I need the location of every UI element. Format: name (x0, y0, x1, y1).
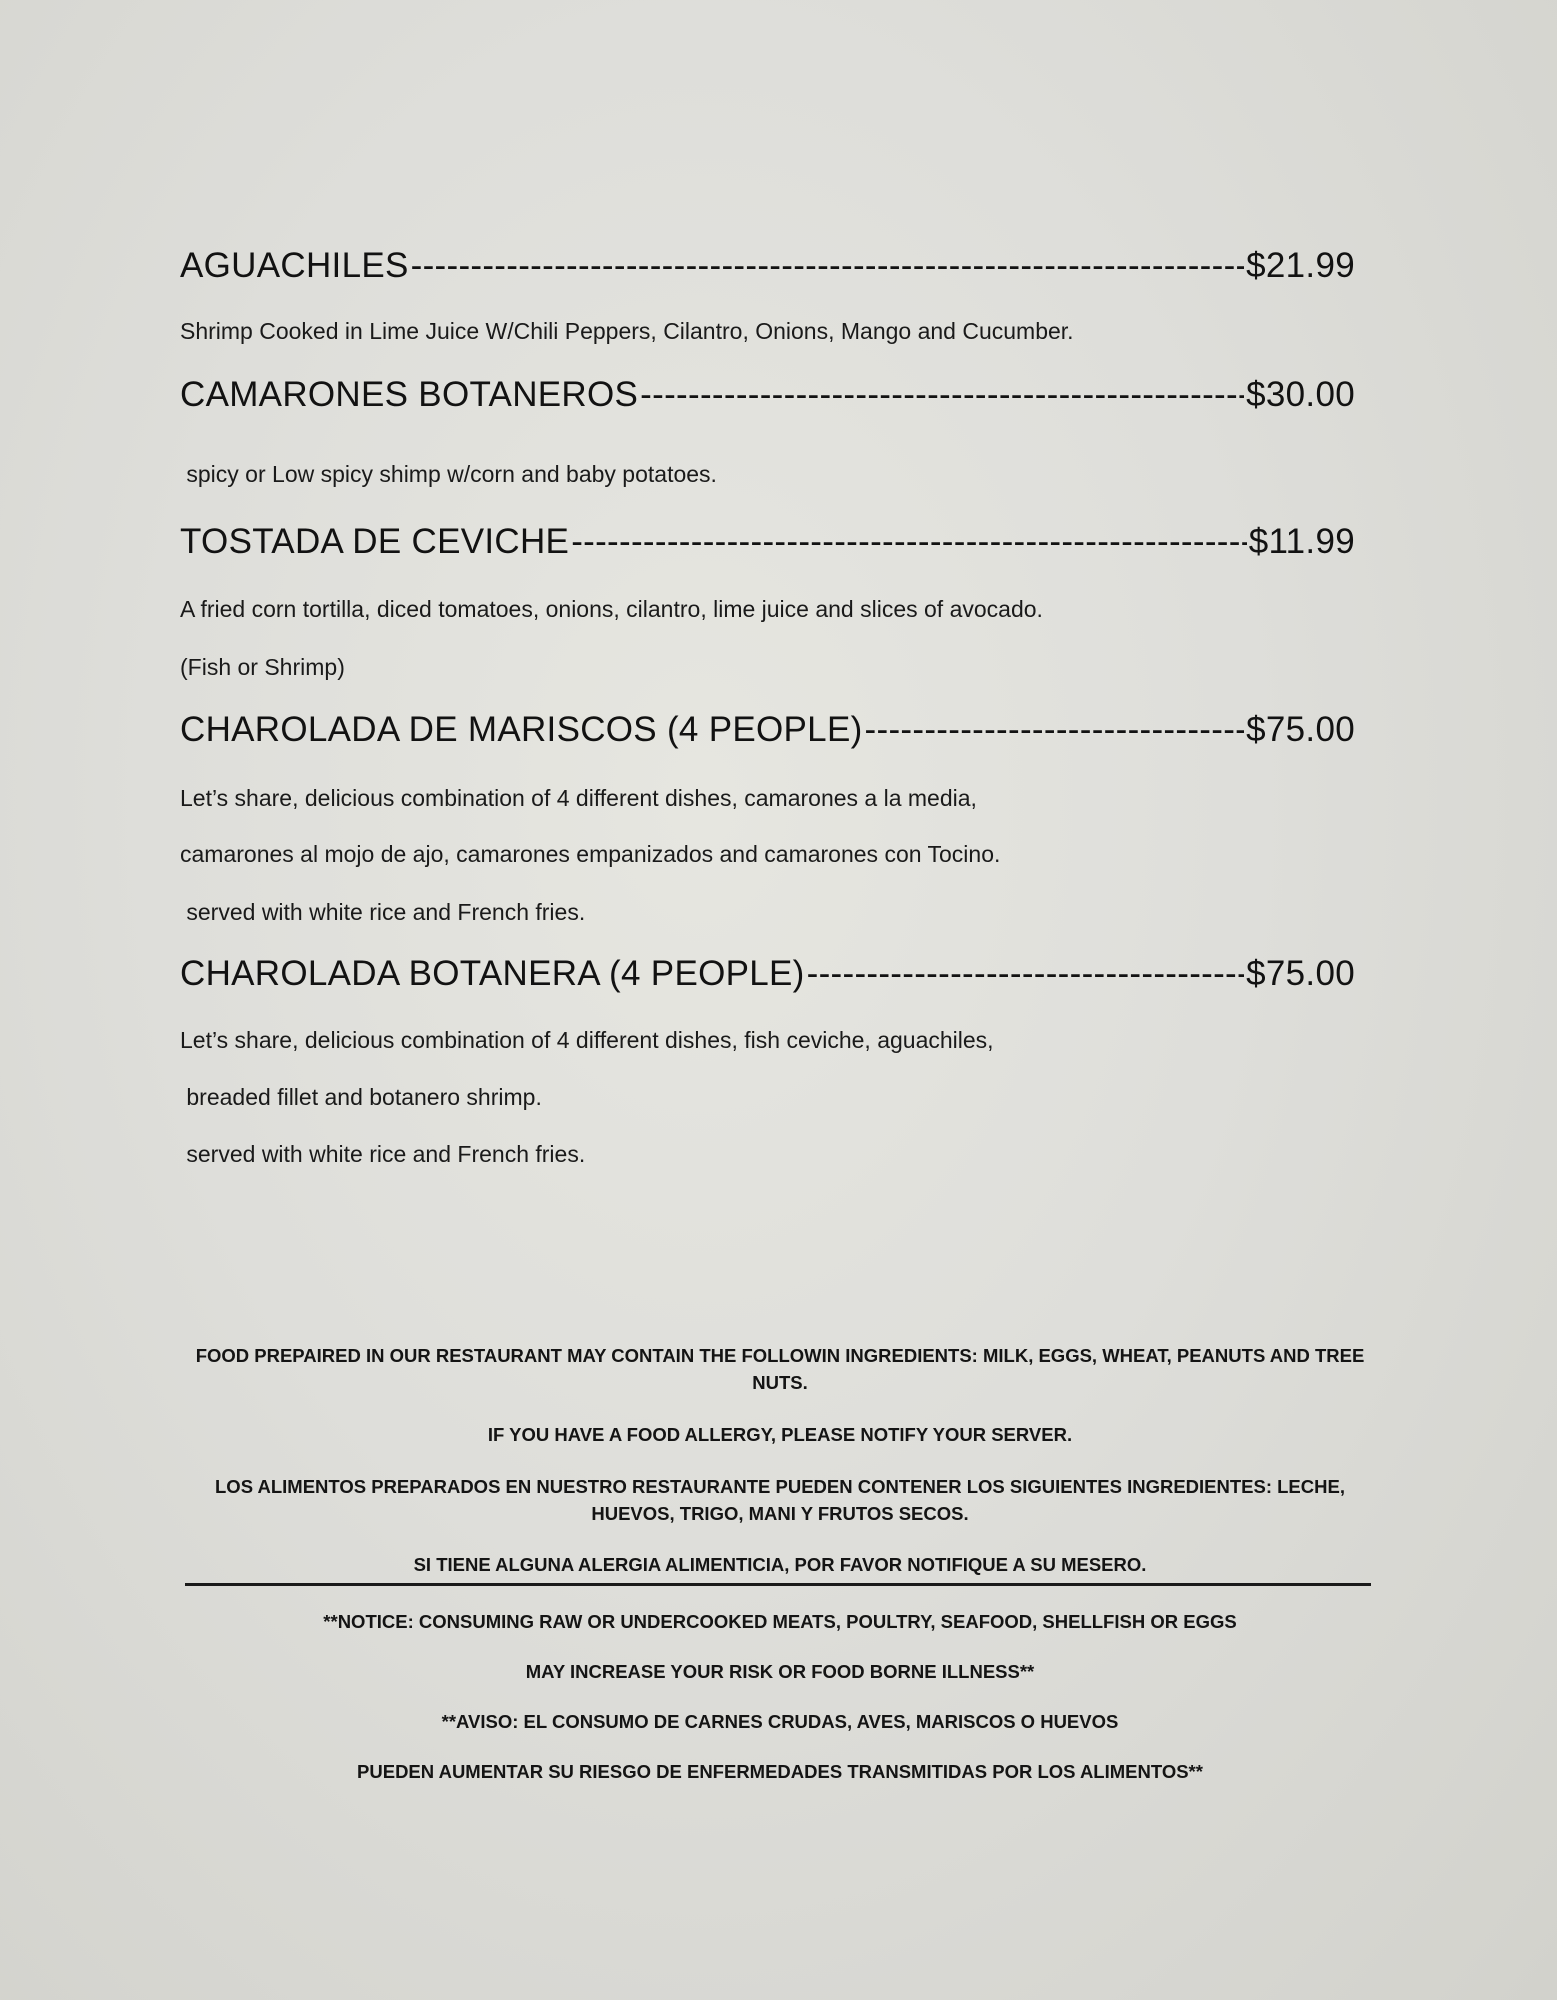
dot-leader (807, 954, 1245, 994)
item-price: $75.00 (1246, 954, 1355, 993)
item-name: AGUACHILES (180, 246, 409, 285)
item-price: $75.00 (1246, 710, 1355, 749)
item-description: Shrimp Cooked in Lime Juice W/Chili Peppers, Cilantro, Onions, Mango and Cucumber. (180, 318, 1074, 344)
item-name: TOSTADA DE CEVICHE (180, 522, 570, 561)
item-description: breaded fillet and botanero shrimp. (180, 1084, 542, 1110)
item-description: camarones al mojo de ajo, camarones empanizados and camarones con Tocino. (180, 841, 1001, 867)
item-description: Let’s share, delicious combination of 4 different dishes, camarones a la media, (180, 785, 977, 811)
menu-item-charolada-botanera (180, 954, 1355, 994)
allergy-notify-es: SI TIENE ALGUNA ALERGIA ALIMENTICIA, POR FAVOR NOTIFIQUE A SU MESERO. (413, 1554, 1147, 1575)
menu-item-camarones-botaneros (180, 375, 1355, 415)
allergy-notice-es: LOS ALIMENTOS PREPARADOS EN NUESTRO RESTAURANTE PUEDEN CONTENER LOS SIGUIENTES INGREDIENTES: LECHE, HUEVOS, TRIGO, MANI Y FRUTOS SECOS. (215, 1476, 1345, 1524)
raw-food-notice-es-line2: PUEDEN AUMENTAR SU RIESGO DE ENFERMEDADES TRANSMITIDAS POR LOS ALIMENTOS** (357, 1761, 1203, 1782)
item-description: served with white rice and French fries. (180, 899, 586, 925)
raw-food-notice-en-line1: **NOTICE: CONSUMING RAW OR UNDERCOOKED MEATS, POULTRY, SEAFOOD, SHELLFISH OR EGGS (323, 1611, 1237, 1632)
raw-food-notice-en-line2: MAY INCREASE YOUR RISK OR FOOD BORNE ILLNESS** (525, 1661, 1035, 1682)
item-price: $21.99 (1246, 246, 1355, 285)
item-description: (Fish or Shrimp) (180, 654, 345, 680)
dot-leader (571, 522, 1247, 562)
raw-food-notice-es-line1: **AVISO: EL CONSUMO DE CARNES CRUDAS, AVES, MARISCOS O HUEVOS (441, 1711, 1119, 1732)
item-price: $30.00 (1246, 375, 1355, 414)
item-description: Let’s share, delicious combination of 4 different dishes, fish ceviche, aguachiles, (180, 1027, 994, 1053)
divider (185, 1583, 1371, 1586)
item-name: CHAROLADA DE MARISCOS (4 PEOPLE) (180, 710, 863, 749)
menu-item-tostada-de-ceviche (180, 522, 1355, 562)
allergy-notice-en: FOOD PREPAIRED IN OUR RESTAURANT MAY CONTAIN THE FOLLOWIN INGREDIENTS: MILK, EGGS, WHEAT, PEANUTS AND TREE NUTS. (195, 1345, 1365, 1393)
dot-leader (640, 375, 1244, 415)
item-description: spicy or Low spicy shimp w/corn and baby potatoes. (180, 461, 717, 487)
dot-leader (865, 710, 1245, 750)
item-name: CHAROLADA BOTANERA (4 PEOPLE) (180, 954, 805, 993)
menu-item-aguachiles (180, 246, 1355, 286)
item-description: served with white rice and French fries. (180, 1141, 586, 1167)
item-price: $11.99 (1248, 522, 1355, 561)
menu-item-charolada-de-mariscos (180, 710, 1355, 750)
dot-leader (411, 246, 1245, 286)
allergy-notify-en: IF YOU HAVE A FOOD ALLERGY, PLEASE NOTIFY YOUR SERVER. (487, 1424, 1073, 1445)
item-description: A fried corn tortilla, diced tomatoes, onions, cilantro, lime juice and slices of avocado. (180, 596, 1043, 622)
item-name: CAMARONES BOTANEROS (180, 375, 639, 414)
